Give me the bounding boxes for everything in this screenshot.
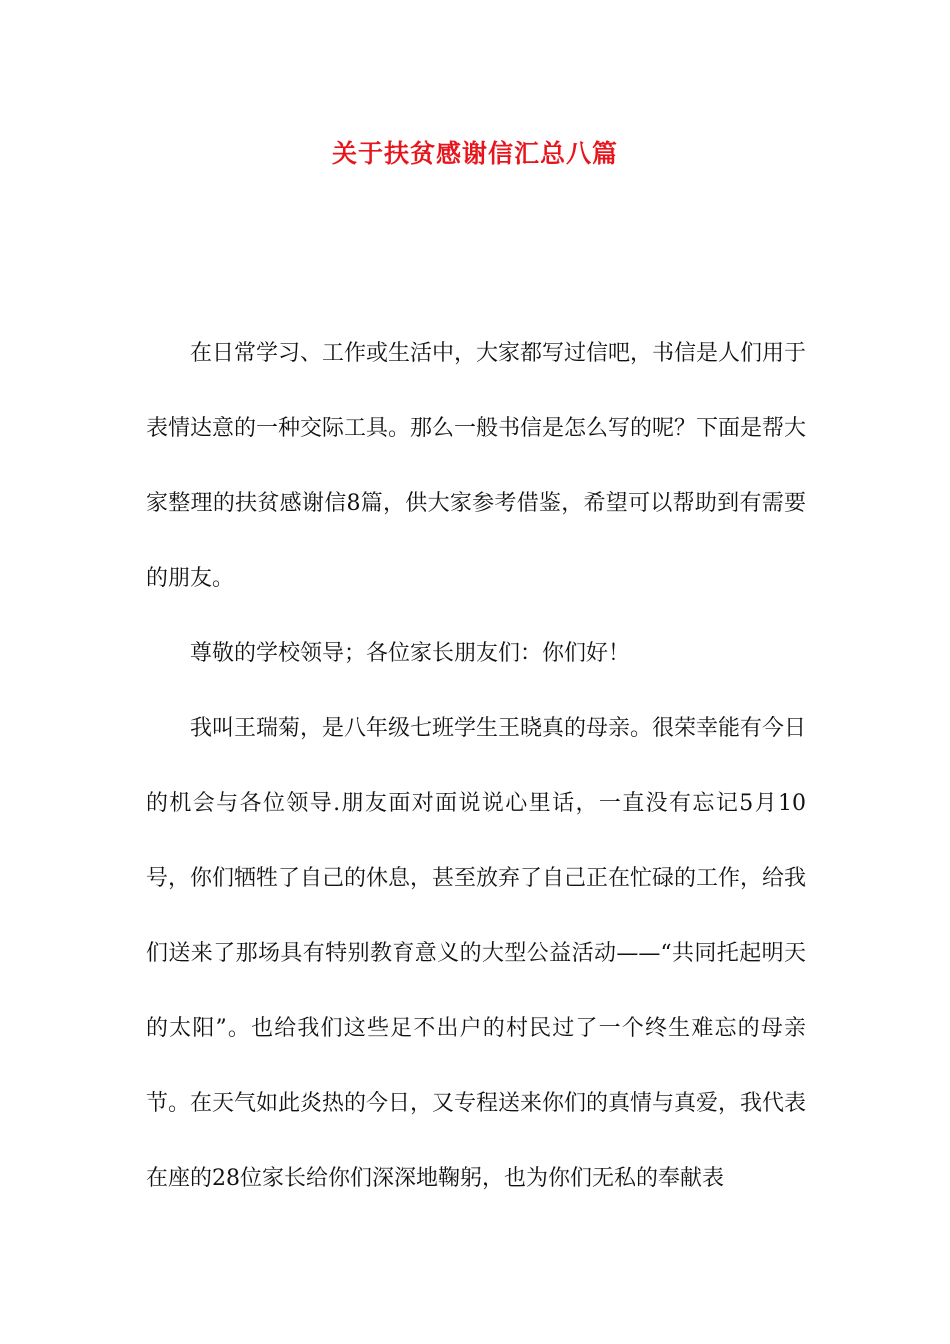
document-body — [146, 316, 806, 1216]
greeting-paragraph: 尊敬的学校领导；各位家长朋友们：你们好！ — [190, 641, 631, 666]
letter-body-paragraph: 我叫王瑞菊，是八年级七班学生王晓真的母亲。很荣幸能有今日的机会与各位领导.朋友面对面说说心里话，一直没有忘记5月10号，你们牺牲了自己的休息，甚至放弃了自己正在忙碌的工作，给我们送来了那场具有特别教育意义的大型公益活动——“共同托起明天的太阳”。也给我们这些足不出户的村民过了一个终生难忘的母亲节。在天气如此炎热的今日，又专程送来你们的真情与真爱，我代表在座的28位家长给你们深深地鞠躬，也为你们无私的奉献表 — [146, 716, 807, 1191]
intro-paragraph: 在日常学习、工作或生活中，大家都写过信吧，书信是人们用于表情达意的一种交际工具。那么一般书信是怎么写的呢？下面是帮大家整理的扶贫感谢信8篇，供大家参考借鉴，希望可以帮助到有需要的朋友。 — [146, 341, 807, 591]
document-title: 关于扶贫感谢信汇总八篇 — [331, 139, 618, 168]
